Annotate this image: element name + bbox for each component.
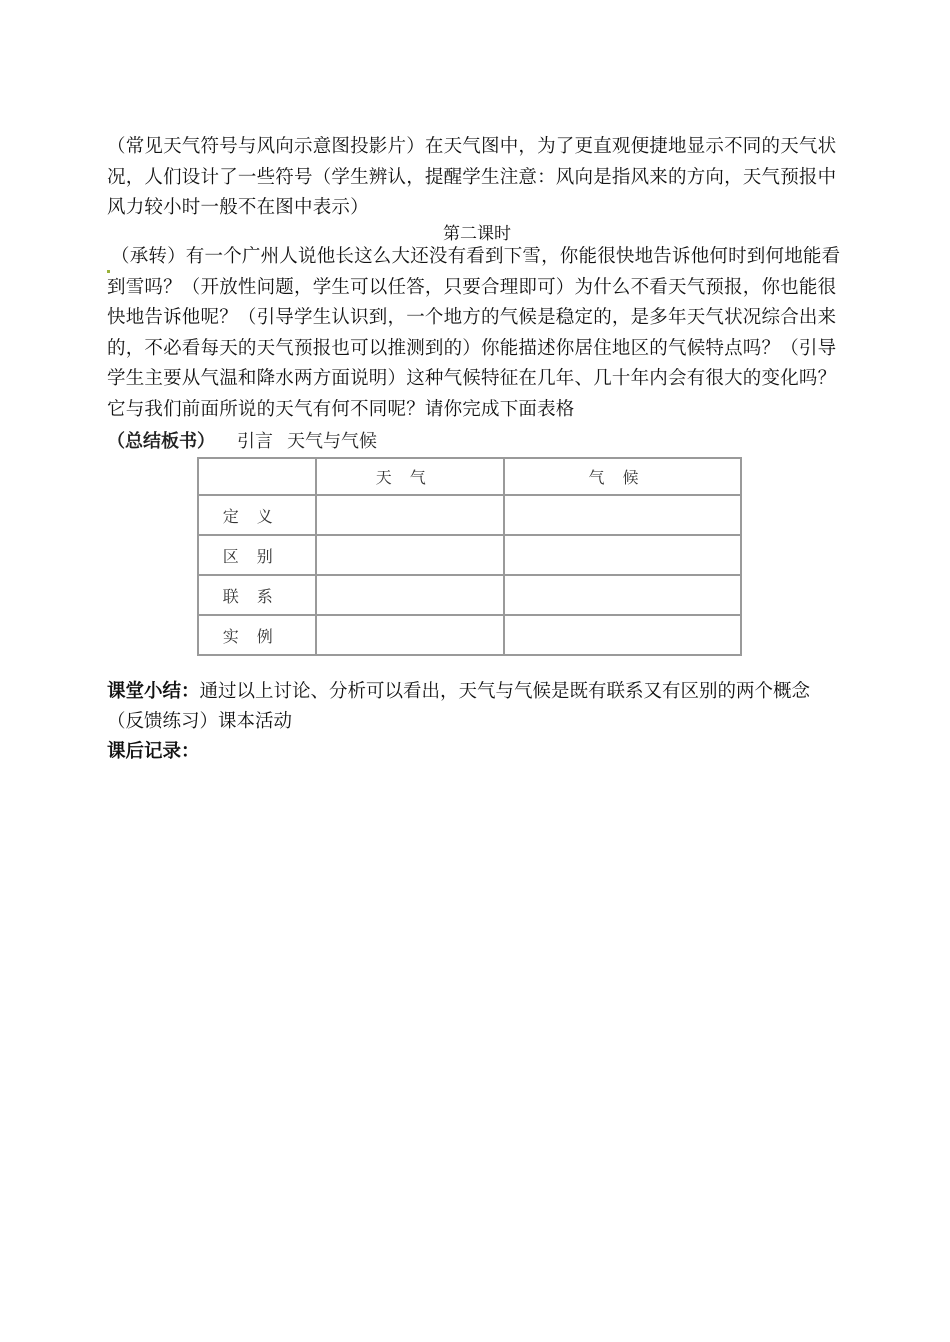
- table-row: [198, 575, 741, 615]
- table-header-weather: 天气: [316, 458, 504, 495]
- weather-cell: [316, 615, 504, 655]
- table-row: [198, 615, 741, 655]
- board-topic: 天气与气候: [287, 431, 377, 452]
- board-label: （总结板书）: [107, 431, 215, 452]
- bullet-dot: [107, 270, 110, 273]
- summary-label: 课堂小结：: [107, 681, 200, 702]
- discussion-paragraph: [107, 242, 847, 425]
- climate-cell: [504, 615, 741, 655]
- weather-cell: [316, 535, 504, 575]
- weather-cell: [316, 575, 504, 615]
- table-row: [198, 535, 741, 575]
- table-header-row: [198, 458, 741, 495]
- feedback-exercise: （反馈练习）课本活动: [107, 711, 293, 732]
- discussion-text: （承转）有一个广州人说他长这么大还没有看到下雪，你能很快地告诉他何时到何地能看到雪吗？（开放性问题，学生可以任答，只要合理即可）为什么不看天气预报，你也能很快地告诉他呢？（引导学生认识到，一个地方的气候是稳定的，是多年天气状况综合出来的，不必看每天的天气预报也可以推测到的）你能描述你居住地区的气候特点吗？（引导学生主要从气温和降水两方面说明）这种气候特征在几年、几十年内会有很大的变化吗？它与我们前面所说的天气有何不同呢？请你完成下面表格: [107, 246, 841, 420]
- weather-cell: [316, 495, 504, 535]
- after-class-record-label: 课后记录：: [107, 741, 200, 762]
- board-title: [107, 428, 377, 456]
- section-heading: 第二课时: [443, 224, 511, 244]
- class-summary: [107, 677, 867, 707]
- climate-cell: [504, 535, 741, 575]
- intro-paragraph: （常见天气符号与风向示意图投影片）在天气图中，为了更直观便捷地显示不同的天气状况，人们设计了一些符号（学生辨认，提醒学生注意：风向是指风来的方向，天气预报中风力较小时一般不在图中表示）: [107, 136, 837, 218]
- board-intro: 引言: [237, 431, 273, 452]
- table-header-climate: 气候: [504, 458, 741, 495]
- climate-cell: [504, 575, 741, 615]
- row-label: 联系: [198, 575, 316, 615]
- row-label: 定义: [198, 495, 316, 535]
- row-label: 实例: [198, 615, 316, 655]
- climate-cell: [504, 495, 741, 535]
- table-row: [198, 495, 741, 535]
- comparison-table: [197, 457, 742, 656]
- table-header-empty: [198, 458, 316, 495]
- summary-text: 通过以上讨论、分析可以看出，天气与气候是既有联系又有区别的两个概念: [199, 681, 811, 702]
- row-label: 区别: [198, 535, 316, 575]
